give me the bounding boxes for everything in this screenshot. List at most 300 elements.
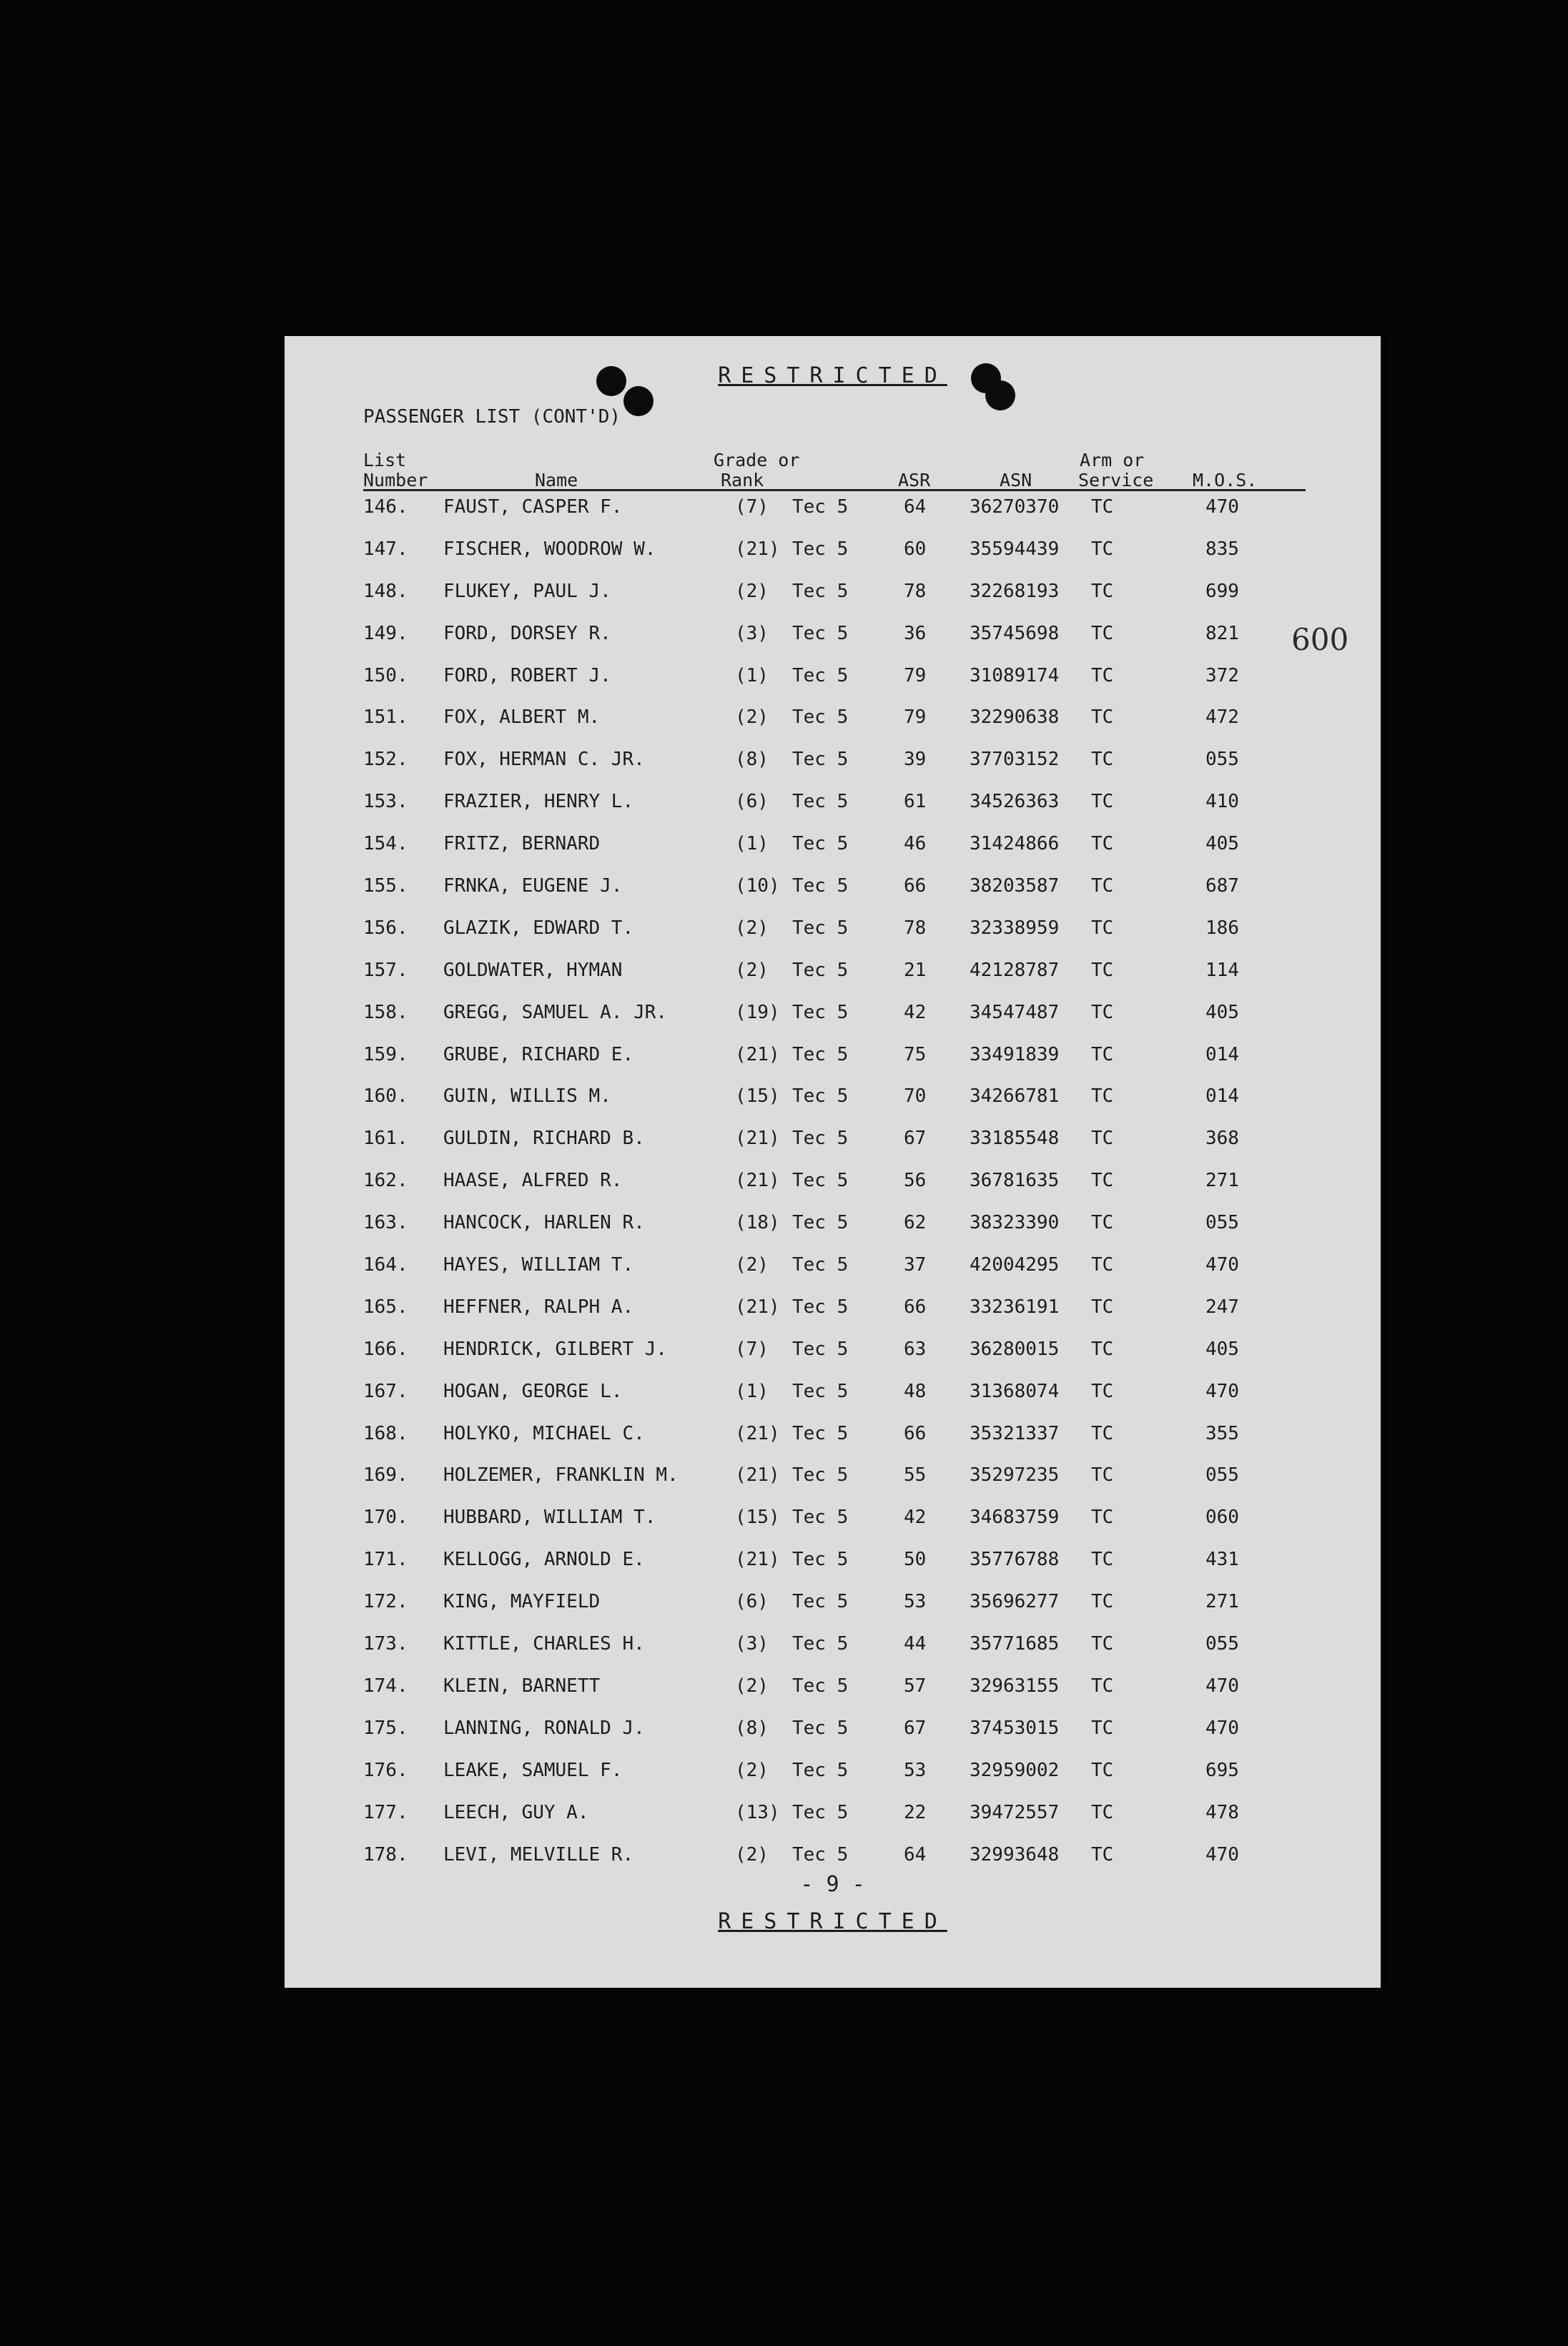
asr-score: 39 bbox=[904, 749, 927, 771]
table-row bbox=[363, 1460, 1293, 1502]
arm-service: TC bbox=[1091, 496, 1114, 518]
passenger-name: FOX, ALBERT M. bbox=[443, 706, 601, 729]
document-page bbox=[285, 336, 1381, 1988]
passenger-name: FORD, ROBERT J. bbox=[443, 664, 611, 686]
table-row bbox=[363, 1713, 1293, 1755]
arm-service: TC bbox=[1091, 1507, 1114, 1529]
asr-score: 67 bbox=[904, 1717, 927, 1739]
group-code: (21) bbox=[735, 1128, 780, 1150]
group-code: (6) bbox=[735, 791, 769, 813]
group-code: (18) bbox=[735, 1212, 780, 1234]
serial-number: 35696277 bbox=[970, 1591, 1060, 1613]
asr-score: 78 bbox=[904, 917, 927, 939]
serial-number: 39472557 bbox=[970, 1801, 1060, 1823]
passenger-name: KELLOGG, ARNOLD E. bbox=[443, 1549, 645, 1571]
group-code: (21) bbox=[735, 538, 780, 560]
asr-score: 61 bbox=[904, 791, 927, 813]
group-code: (8) bbox=[735, 1717, 769, 1739]
passenger-name: HOLZEMER, FRANKLIN M. bbox=[443, 1464, 679, 1487]
table-row bbox=[363, 661, 1293, 703]
mos-code: 470 bbox=[1205, 1380, 1239, 1402]
group-code: (2) bbox=[735, 1675, 769, 1697]
table-row bbox=[363, 1165, 1293, 1208]
asr-score: 67 bbox=[904, 1128, 927, 1150]
mos-code: 247 bbox=[1205, 1296, 1239, 1318]
asr-score: 64 bbox=[904, 1843, 927, 1866]
passenger-name: GREGG, SAMUEL A. JR. bbox=[443, 1001, 668, 1023]
table-row bbox=[363, 1208, 1293, 1250]
asr-score: 50 bbox=[904, 1549, 927, 1571]
list-number: 150. bbox=[363, 664, 408, 686]
list-number: 153. bbox=[363, 791, 408, 813]
group-code: (1) bbox=[735, 833, 769, 855]
serial-number: 38203587 bbox=[970, 875, 1060, 897]
passenger-name: LEECH, GUY A. bbox=[443, 1801, 589, 1823]
grade-rank: Tec 5 bbox=[792, 875, 849, 897]
serial-number: 33491839 bbox=[970, 1043, 1060, 1065]
table-row bbox=[363, 913, 1293, 955]
grade-rank: Tec 5 bbox=[792, 1843, 849, 1866]
grade-rank: Tec 5 bbox=[792, 1170, 849, 1192]
mos-code: 821 bbox=[1205, 622, 1239, 644]
list-number: 155. bbox=[363, 875, 408, 897]
mos-code: 060 bbox=[1205, 1507, 1239, 1529]
mos-code: 114 bbox=[1205, 959, 1239, 981]
list-number: 170. bbox=[363, 1507, 408, 1529]
arm-service: TC bbox=[1091, 833, 1114, 855]
arm-service: TC bbox=[1091, 1001, 1114, 1023]
arm-service: TC bbox=[1091, 1464, 1114, 1487]
header-list-number: List Number bbox=[363, 450, 428, 491]
list-number: 169. bbox=[363, 1464, 408, 1487]
group-code: (10) bbox=[735, 875, 780, 897]
mos-code: 695 bbox=[1205, 1759, 1239, 1781]
serial-number: 37703152 bbox=[970, 749, 1060, 771]
arm-service: TC bbox=[1091, 1380, 1114, 1402]
serial-number: 32338959 bbox=[970, 917, 1060, 939]
serial-number: 31424866 bbox=[970, 833, 1060, 855]
grade-rank: Tec 5 bbox=[792, 706, 849, 729]
grade-rank: Tec 5 bbox=[792, 538, 849, 560]
asr-score: 48 bbox=[904, 1380, 927, 1402]
header-mos: M.O.S. bbox=[1193, 470, 1258, 491]
group-code: (6) bbox=[735, 1591, 769, 1613]
list-number: 171. bbox=[363, 1549, 408, 1571]
group-code: (21) bbox=[735, 1549, 780, 1571]
passenger-name: GRUBE, RICHARD E. bbox=[443, 1043, 634, 1065]
mos-code: 355 bbox=[1205, 1422, 1239, 1444]
arm-service: TC bbox=[1091, 1801, 1114, 1823]
table-row bbox=[363, 492, 1293, 534]
serial-number: 36781635 bbox=[970, 1170, 1060, 1192]
passenger-name: FLUKEY, PAUL J. bbox=[443, 580, 611, 602]
grade-rank: Tec 5 bbox=[792, 1422, 849, 1444]
serial-number: 34526363 bbox=[970, 791, 1060, 813]
asr-score: 55 bbox=[904, 1464, 927, 1487]
serial-number: 38323390 bbox=[970, 1212, 1060, 1234]
table-row bbox=[363, 955, 1293, 997]
grade-rank: Tec 5 bbox=[792, 1801, 849, 1823]
passenger-name: FOX, HERMAN C. JR. bbox=[443, 749, 645, 771]
serial-number: 35594439 bbox=[970, 538, 1060, 560]
table-row bbox=[363, 871, 1293, 913]
asr-score: 60 bbox=[904, 538, 927, 560]
table-row bbox=[363, 997, 1293, 1040]
list-number: 151. bbox=[363, 706, 408, 729]
group-code: (15) bbox=[735, 1085, 780, 1108]
mos-code: 478 bbox=[1205, 1801, 1239, 1823]
mos-code: 687 bbox=[1205, 875, 1239, 897]
mos-code: 372 bbox=[1205, 664, 1239, 686]
grade-rank: Tec 5 bbox=[792, 1717, 849, 1739]
mos-code: 470 bbox=[1205, 1254, 1239, 1276]
passenger-name: KLEIN, BARNETT bbox=[443, 1675, 601, 1697]
grade-rank: Tec 5 bbox=[792, 791, 849, 813]
list-number: 149. bbox=[363, 622, 408, 644]
arm-service: TC bbox=[1091, 1717, 1114, 1739]
grade-rank: Tec 5 bbox=[792, 1338, 849, 1360]
serial-number: 31368074 bbox=[970, 1380, 1060, 1402]
arm-service: TC bbox=[1091, 706, 1114, 729]
header-grade: Grade or Rank bbox=[714, 450, 800, 491]
group-code: (19) bbox=[735, 1001, 780, 1023]
group-code: (1) bbox=[735, 664, 769, 686]
mos-code: 271 bbox=[1205, 1591, 1239, 1613]
list-number: 174. bbox=[363, 1675, 408, 1697]
group-code: (21) bbox=[735, 1170, 780, 1192]
grade-rank: Tec 5 bbox=[792, 1633, 849, 1655]
arm-service: TC bbox=[1091, 664, 1114, 686]
asr-score: 75 bbox=[904, 1043, 927, 1065]
grade-rank: Tec 5 bbox=[792, 1464, 849, 1487]
grade-rank: Tec 5 bbox=[792, 1212, 849, 1234]
passenger-name: FRNKA, EUGENE J. bbox=[443, 875, 623, 897]
mos-code: 470 bbox=[1205, 1843, 1239, 1866]
mos-code: 405 bbox=[1205, 1338, 1239, 1360]
serial-number: 35776788 bbox=[970, 1549, 1060, 1571]
grade-rank: Tec 5 bbox=[792, 1591, 849, 1613]
group-code: (21) bbox=[735, 1296, 780, 1318]
asr-score: 36 bbox=[904, 622, 927, 644]
serial-number: 42004295 bbox=[970, 1254, 1060, 1276]
arm-service: TC bbox=[1091, 1128, 1114, 1150]
arm-service: TC bbox=[1091, 1633, 1114, 1655]
grade-rank: Tec 5 bbox=[792, 1759, 849, 1781]
arm-service: TC bbox=[1091, 1759, 1114, 1781]
arm-service: TC bbox=[1091, 538, 1114, 560]
group-code: (2) bbox=[735, 580, 769, 602]
asr-score: 46 bbox=[904, 833, 927, 855]
list-number: 164. bbox=[363, 1254, 408, 1276]
grade-rank: Tec 5 bbox=[792, 959, 849, 981]
list-number: 176. bbox=[363, 1759, 408, 1781]
asr-score: 53 bbox=[904, 1591, 927, 1613]
serial-number: 35297235 bbox=[970, 1464, 1060, 1487]
arm-service: TC bbox=[1091, 1170, 1114, 1192]
mos-code: 470 bbox=[1205, 496, 1239, 518]
asr-score: 66 bbox=[904, 1296, 927, 1318]
list-number: 167. bbox=[363, 1380, 408, 1402]
list-number: 165. bbox=[363, 1296, 408, 1318]
list-number: 173. bbox=[363, 1633, 408, 1655]
grade-rank: Tec 5 bbox=[792, 1380, 849, 1402]
passenger-name: LEAKE, SAMUEL F. bbox=[443, 1759, 623, 1781]
passenger-name: HAYES, WILLIAM T. bbox=[443, 1254, 634, 1276]
list-number: 157. bbox=[363, 959, 408, 981]
serial-number: 33185548 bbox=[970, 1128, 1060, 1150]
table-row bbox=[363, 1250, 1293, 1292]
list-number: 160. bbox=[363, 1085, 408, 1108]
arm-service: TC bbox=[1091, 1212, 1114, 1234]
restricted-header: RESTRICTED bbox=[718, 363, 947, 388]
asr-score: 62 bbox=[904, 1212, 927, 1234]
group-code: (21) bbox=[735, 1043, 780, 1065]
passenger-name: LANNING, RONALD J. bbox=[443, 1717, 645, 1739]
arm-service: TC bbox=[1091, 959, 1114, 981]
serial-number: 32268193 bbox=[970, 580, 1060, 602]
table-row bbox=[363, 1292, 1293, 1334]
grade-rank: Tec 5 bbox=[792, 1085, 849, 1108]
serial-number: 34683759 bbox=[970, 1507, 1060, 1529]
list-number: 152. bbox=[363, 749, 408, 771]
grade-rank: Tec 5 bbox=[792, 1043, 849, 1065]
grade-rank: Tec 5 bbox=[792, 917, 849, 939]
asr-score: 53 bbox=[904, 1759, 927, 1781]
mos-code: 699 bbox=[1205, 580, 1239, 602]
mos-code: 186 bbox=[1205, 917, 1239, 939]
grade-rank: Tec 5 bbox=[792, 580, 849, 602]
asr-score: 78 bbox=[904, 580, 927, 602]
arm-service: TC bbox=[1091, 791, 1114, 813]
serial-number: 32290638 bbox=[970, 706, 1060, 729]
mos-code: 014 bbox=[1205, 1043, 1239, 1065]
passenger-name: GUIN, WILLIS M. bbox=[443, 1085, 611, 1108]
arm-service: TC bbox=[1091, 1843, 1114, 1866]
serial-number: 35771685 bbox=[970, 1633, 1060, 1655]
asr-score: 66 bbox=[904, 1422, 927, 1444]
table-row bbox=[363, 1081, 1293, 1123]
serial-number: 31089174 bbox=[970, 664, 1060, 686]
arm-service: TC bbox=[1091, 1296, 1114, 1318]
mos-code: 835 bbox=[1205, 538, 1239, 560]
grade-rank: Tec 5 bbox=[792, 1549, 849, 1571]
grade-rank: Tec 5 bbox=[792, 1254, 849, 1276]
passenger-name: FORD, DORSEY R. bbox=[443, 622, 611, 644]
table-row bbox=[363, 829, 1293, 871]
passenger-name: HANCOCK, HARLEN R. bbox=[443, 1212, 645, 1234]
mos-code: 055 bbox=[1205, 1464, 1239, 1487]
group-code: (3) bbox=[735, 622, 769, 644]
mos-code: 368 bbox=[1205, 1128, 1239, 1150]
asr-score: 22 bbox=[904, 1801, 927, 1823]
passenger-name: HENDRICK, GILBERT J. bbox=[443, 1338, 668, 1360]
group-code: (2) bbox=[735, 917, 769, 939]
table-row bbox=[363, 1671, 1293, 1713]
arm-service: TC bbox=[1091, 1043, 1114, 1065]
passenger-name: HOLYKO, MICHAEL C. bbox=[443, 1422, 645, 1444]
group-code: (21) bbox=[735, 1422, 780, 1444]
mos-code: 271 bbox=[1205, 1170, 1239, 1192]
asr-score: 63 bbox=[904, 1338, 927, 1360]
asr-score: 79 bbox=[904, 664, 927, 686]
asr-score: 42 bbox=[904, 1507, 927, 1529]
passenger-table bbox=[363, 492, 1293, 1881]
list-number: 161. bbox=[363, 1128, 408, 1150]
arm-service: TC bbox=[1091, 875, 1114, 897]
punch-hole-left-lower bbox=[623, 386, 654, 416]
mos-code: 014 bbox=[1205, 1085, 1239, 1108]
asr-score: 64 bbox=[904, 496, 927, 518]
table-row bbox=[363, 576, 1293, 618]
serial-number: 32959002 bbox=[970, 1759, 1060, 1781]
list-number: 178. bbox=[363, 1843, 408, 1866]
table-row bbox=[363, 744, 1293, 787]
passenger-name: GOLDWATER, HYMAN bbox=[443, 959, 623, 981]
asr-score: 66 bbox=[904, 875, 927, 897]
serial-number: 32963155 bbox=[970, 1675, 1060, 1697]
grade-rank: Tec 5 bbox=[792, 664, 849, 686]
serial-number: 42128787 bbox=[970, 959, 1060, 981]
passenger-name: HEFFNER, RALPH A. bbox=[443, 1296, 634, 1318]
header-rule bbox=[363, 489, 1306, 491]
passenger-name: KING, MAYFIELD bbox=[443, 1591, 601, 1613]
arm-service: TC bbox=[1091, 1591, 1114, 1613]
asr-score: 79 bbox=[904, 706, 927, 729]
mos-code: 055 bbox=[1205, 749, 1239, 771]
passenger-name: HOGAN, GEORGE L. bbox=[443, 1380, 623, 1402]
table-row bbox=[363, 1419, 1293, 1461]
page-number: - 9 - bbox=[800, 1872, 865, 1897]
arm-service: TC bbox=[1091, 1254, 1114, 1276]
asr-score: 44 bbox=[904, 1633, 927, 1655]
arm-service: TC bbox=[1091, 622, 1114, 644]
list-number: 177. bbox=[363, 1801, 408, 1823]
passenger-name: FRAZIER, HENRY L. bbox=[443, 791, 634, 813]
list-number: 162. bbox=[363, 1170, 408, 1192]
list-number: 168. bbox=[363, 1422, 408, 1444]
table-row bbox=[363, 1587, 1293, 1629]
group-code: (2) bbox=[735, 1759, 769, 1781]
serial-number: 35745698 bbox=[970, 622, 1060, 644]
passenger-name: FAUST, CASPER F. bbox=[443, 496, 623, 518]
mos-code: 055 bbox=[1205, 1212, 1239, 1234]
arm-service: TC bbox=[1091, 1085, 1114, 1108]
arm-service: TC bbox=[1091, 749, 1114, 771]
group-code: (3) bbox=[735, 1633, 769, 1655]
mos-code: 470 bbox=[1205, 1717, 1239, 1739]
header-name: Name bbox=[535, 470, 578, 491]
mos-code: 431 bbox=[1205, 1549, 1239, 1571]
group-code: (13) bbox=[735, 1801, 780, 1823]
group-code: (2) bbox=[735, 959, 769, 981]
table-row bbox=[363, 1123, 1293, 1165]
mos-code: 405 bbox=[1205, 833, 1239, 855]
group-code: (1) bbox=[735, 1380, 769, 1402]
group-code: (7) bbox=[735, 496, 769, 518]
table-row bbox=[363, 1798, 1293, 1840]
stamp-number: 600 bbox=[1291, 622, 1349, 657]
restricted-footer: RESTRICTED bbox=[718, 1909, 947, 1934]
table-row bbox=[363, 1502, 1293, 1544]
grade-rank: Tec 5 bbox=[792, 833, 849, 855]
passenger-name: HUBBARD, WILLIAM T. bbox=[443, 1507, 656, 1529]
mos-code: 410 bbox=[1205, 791, 1239, 813]
arm-service: TC bbox=[1091, 917, 1114, 939]
passenger-name: FISCHER, WOODROW W. bbox=[443, 538, 656, 560]
grade-rank: Tec 5 bbox=[792, 1507, 849, 1529]
passenger-name: KITTLE, CHARLES H. bbox=[443, 1633, 645, 1655]
list-number: 172. bbox=[363, 1591, 408, 1613]
table-row bbox=[363, 534, 1293, 576]
group-code: (2) bbox=[735, 1843, 769, 1866]
mos-code: 472 bbox=[1205, 706, 1239, 729]
serial-number: 36270370 bbox=[970, 496, 1060, 518]
mos-code: 470 bbox=[1205, 1675, 1239, 1697]
table-row bbox=[363, 1334, 1293, 1376]
grade-rank: Tec 5 bbox=[792, 622, 849, 644]
passenger-name: HAASE, ALFRED R. bbox=[443, 1170, 623, 1192]
table-row bbox=[363, 787, 1293, 829]
grade-rank: Tec 5 bbox=[792, 749, 849, 771]
list-number: 159. bbox=[363, 1043, 408, 1065]
table-row bbox=[363, 1544, 1293, 1587]
grade-rank: Tec 5 bbox=[792, 1296, 849, 1318]
list-number: 146. bbox=[363, 496, 408, 518]
serial-number: 34547487 bbox=[970, 1001, 1060, 1023]
list-number: 154. bbox=[363, 833, 408, 855]
asr-score: 57 bbox=[904, 1675, 927, 1697]
arm-service: TC bbox=[1091, 1422, 1114, 1444]
asr-score: 56 bbox=[904, 1170, 927, 1192]
asr-score: 42 bbox=[904, 1001, 927, 1023]
list-number: 166. bbox=[363, 1338, 408, 1360]
serial-number: 32993648 bbox=[970, 1843, 1060, 1866]
table-row bbox=[363, 1040, 1293, 1082]
group-code: (2) bbox=[735, 706, 769, 729]
grade-rank: Tec 5 bbox=[792, 496, 849, 518]
serial-number: 33236191 bbox=[970, 1296, 1060, 1318]
arm-service: TC bbox=[1091, 580, 1114, 602]
asr-score: 37 bbox=[904, 1254, 927, 1276]
asr-score: 21 bbox=[904, 959, 927, 981]
passenger-name: LEVI, MELVILLE R. bbox=[443, 1843, 634, 1866]
table-row bbox=[363, 618, 1293, 661]
header-asr: ASR bbox=[898, 470, 931, 491]
serial-number: 37453015 bbox=[970, 1717, 1060, 1739]
grade-rank: Tec 5 bbox=[792, 1675, 849, 1697]
group-code: (8) bbox=[735, 749, 769, 771]
list-number: 156. bbox=[363, 917, 408, 939]
group-code: (7) bbox=[735, 1338, 769, 1360]
group-code: (15) bbox=[735, 1507, 780, 1529]
serial-number: 35321337 bbox=[970, 1422, 1060, 1444]
header-asn: ASN bbox=[1000, 470, 1032, 491]
serial-number: 36280015 bbox=[970, 1338, 1060, 1360]
grade-rank: Tec 5 bbox=[792, 1128, 849, 1150]
passenger-name: FRITZ, BERNARD bbox=[443, 833, 601, 855]
table-row bbox=[363, 1376, 1293, 1419]
serial-number: 34266781 bbox=[970, 1085, 1060, 1108]
table-row bbox=[363, 702, 1293, 744]
group-code: (21) bbox=[735, 1464, 780, 1487]
arm-service: TC bbox=[1091, 1549, 1114, 1571]
list-number: 163. bbox=[363, 1212, 408, 1234]
asr-score: 70 bbox=[904, 1085, 927, 1108]
mos-code: 405 bbox=[1205, 1001, 1239, 1023]
list-number: 158. bbox=[363, 1001, 408, 1023]
table-row bbox=[363, 1755, 1293, 1798]
arm-service: TC bbox=[1091, 1675, 1114, 1697]
